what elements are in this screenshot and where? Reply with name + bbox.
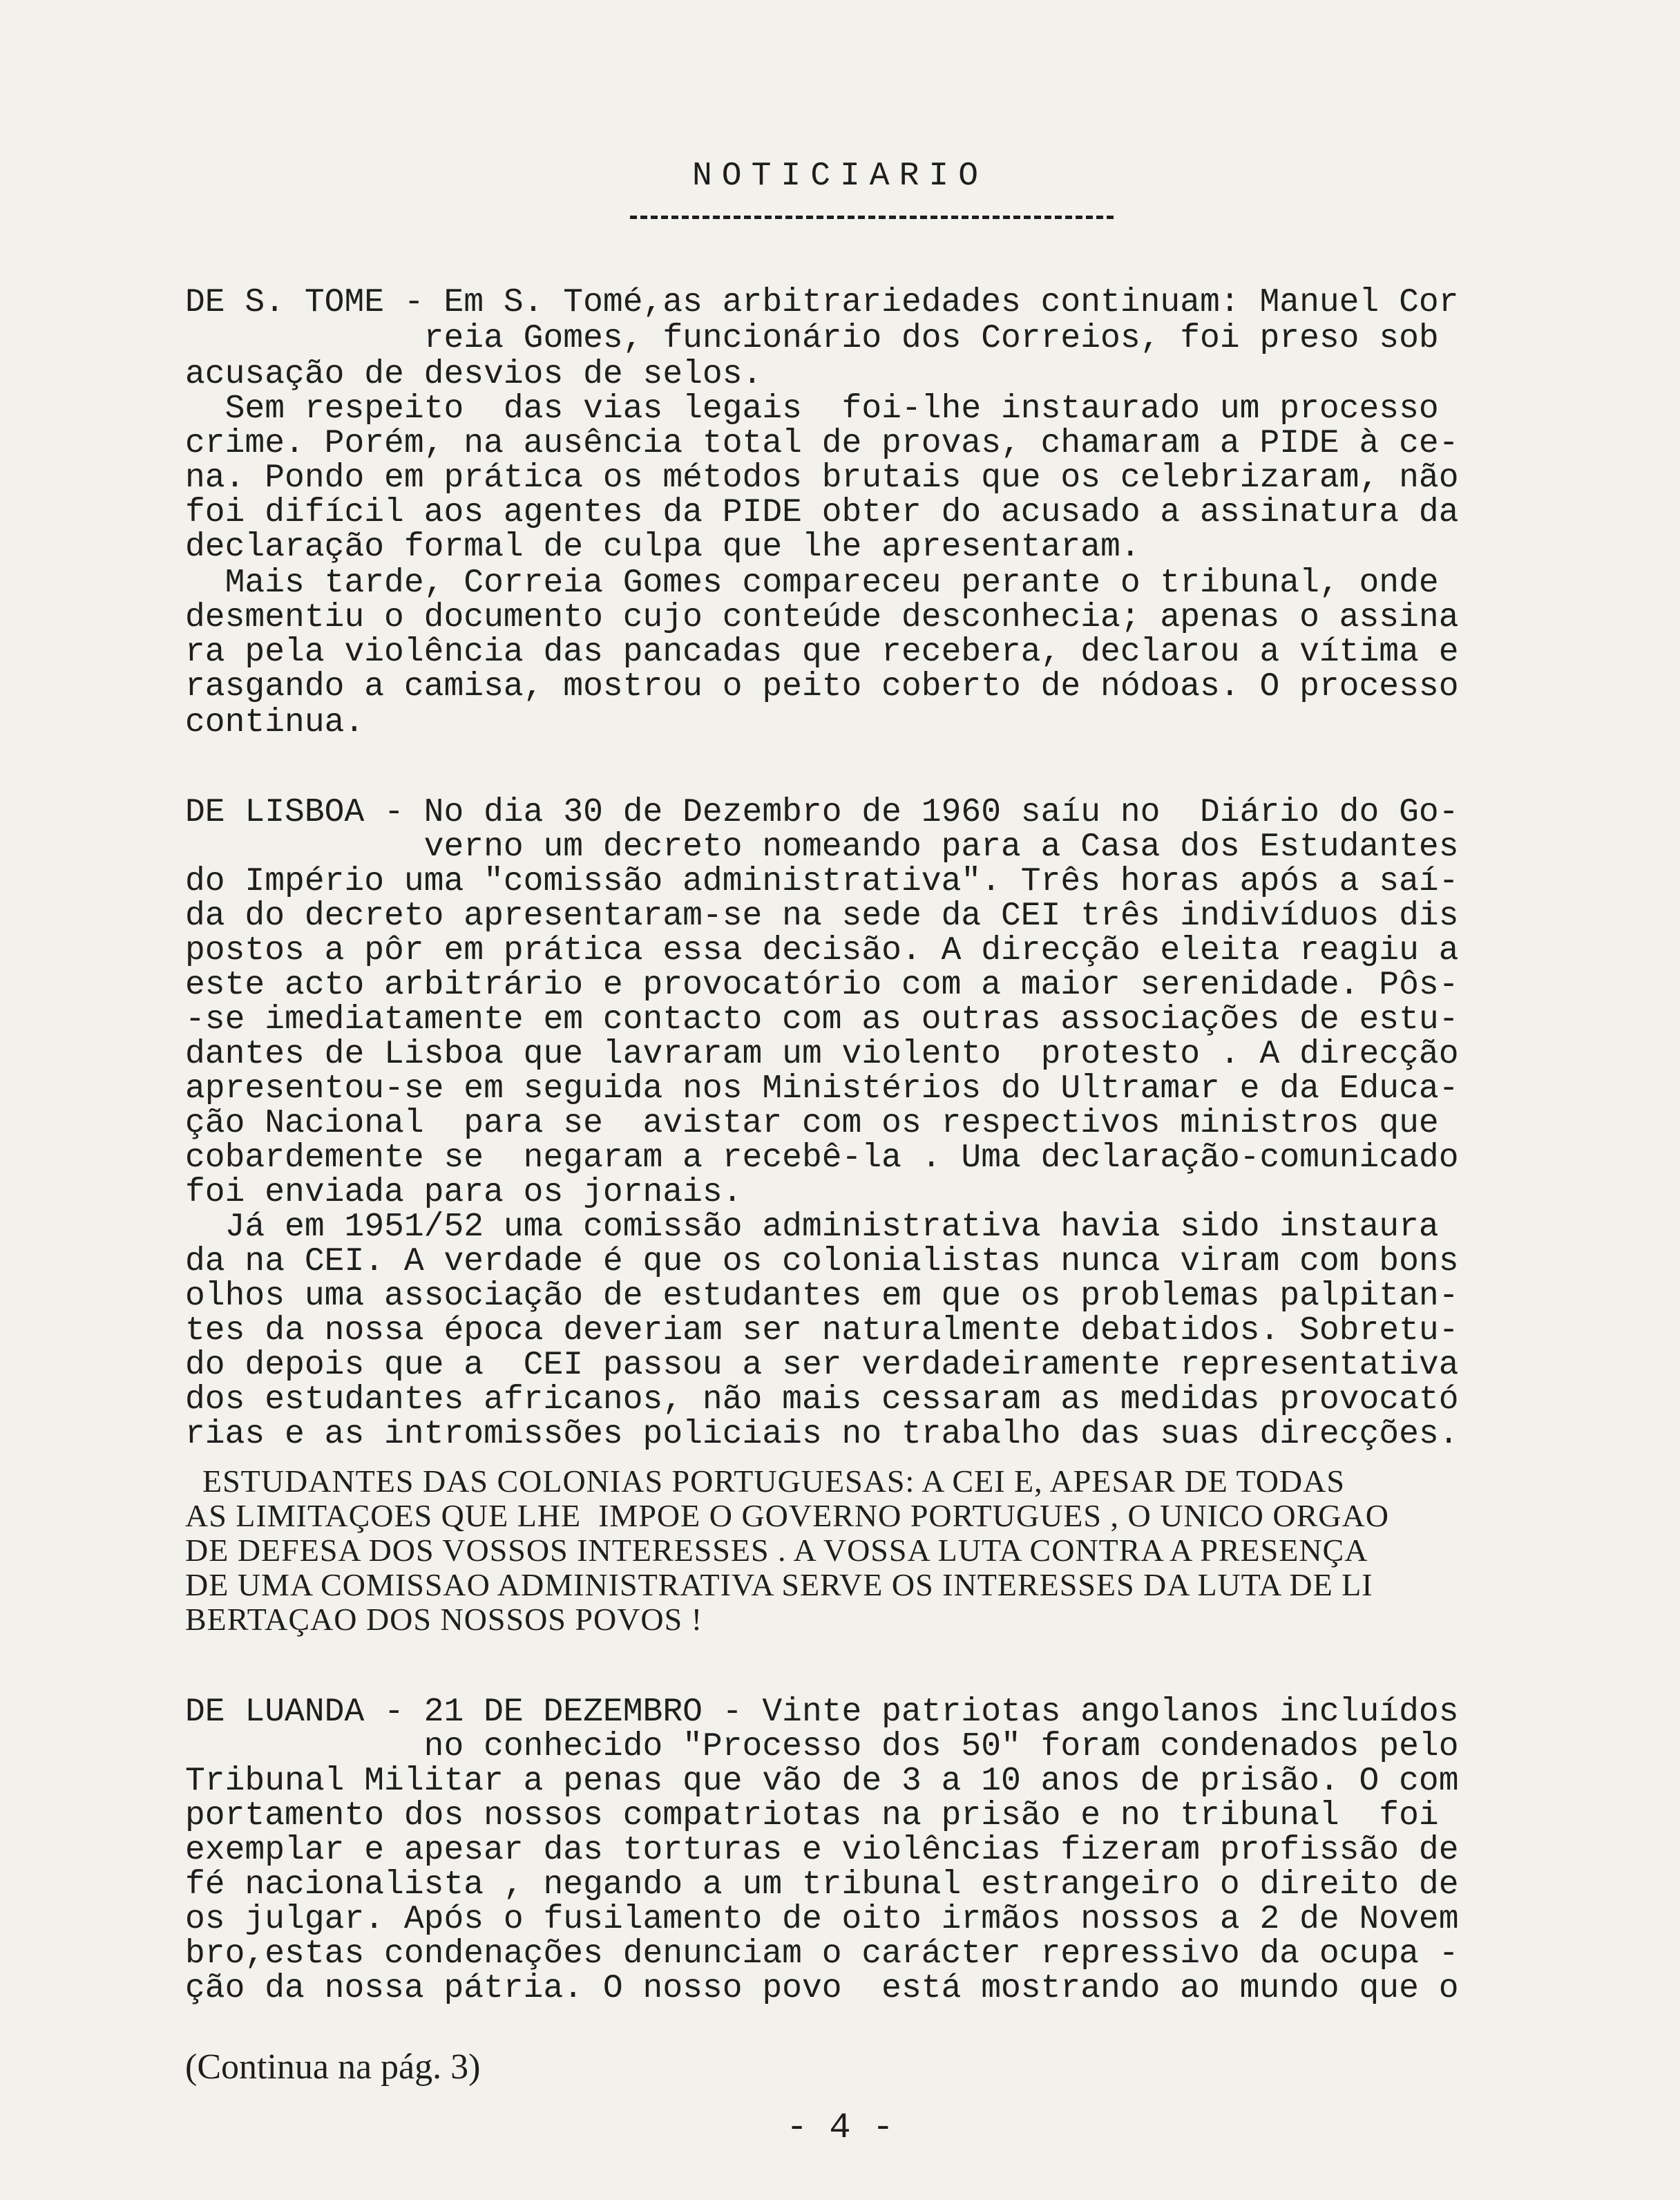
text-line: ESTUDANTES DAS COLONIAS PORTUGUESAS: A CEI E, APESAR DE TODAS bbox=[185, 1463, 1345, 1499]
text-line: apresentou-se em seguida nos Ministérios do Ultramar e da Educa- bbox=[185, 1070, 1459, 1108]
text-line: acusação de desvios de selos. bbox=[185, 356, 763, 393]
text-line: rias e as intromissões policiais no trabalho das suas direcções. bbox=[185, 1416, 1459, 1453]
text-line: rasgando a camisa, mostrou o peito coberto de nódoas. O processo bbox=[185, 668, 1459, 705]
text-line: DE LISBOA - No dia 30 de Dezembro de 1960 saíu no Diário do Go- bbox=[185, 794, 1459, 831]
text-line: Sem respeito das vias legais foi-lhe instaurado um processo bbox=[185, 390, 1439, 428]
text-line: foi difícil aos agentes da PIDE obter do acusado a assinatura da bbox=[185, 494, 1459, 531]
text-line: do Império uma "comissão administrativa". Três horas após a saí- bbox=[185, 863, 1459, 900]
text-line: no conhecido "Processo dos 50" foram condenados pelo bbox=[185, 1728, 1459, 1765]
page-number: - 4 - bbox=[785, 2107, 895, 2148]
text-line: os julgar. Após o fusilamento de oito irmãos nossos a 2 de Novem bbox=[185, 1901, 1459, 1938]
text-line: bro,estas condenações denunciam o carácter repressivo da ocupa - bbox=[185, 1935, 1459, 1973]
text-line: declaração formal de culpa que lhe apresentaram. bbox=[185, 529, 1140, 566]
text-line: DE LUANDA - 21 DE DEZEMBRO - Vinte patriotas angolanos incluídos bbox=[185, 1694, 1459, 1731]
text-line: este acto arbitrário e provocatório com a maior serenidade. Pôs- bbox=[185, 967, 1459, 1004]
text-line: continua. bbox=[185, 704, 365, 741]
text-line: -se imediatamente em contacto com as outras associações de estu- bbox=[185, 1001, 1459, 1039]
text-line: DE UMA COMISSAO ADMINISTRATIVA SERVE OS INTERESSES DA LUTA DE LI bbox=[185, 1567, 1373, 1602]
text-line: desmentiu o documento cujo conteúde desconhecia; apenas o assina bbox=[185, 599, 1459, 636]
text-line: ra pela violência das pancadas que recebera, declarou a vítima e bbox=[185, 634, 1459, 671]
text-line: Já em 1951/52 uma comissão administrativa havia sido instaura bbox=[185, 1208, 1439, 1246]
text-line: BERTAÇAO DOS NOSSOS POVOS ! bbox=[185, 1602, 703, 1637]
text-line: verno um decreto nomeando para a Casa dos Estudantes bbox=[185, 828, 1459, 866]
text-line: tes da nossa época deveriam ser naturalmente debatidos. Sobretu- bbox=[185, 1312, 1459, 1349]
text-line: DE DEFESA DOS VOSSOS INTERESSES . A VOSSA LUTA CONTRA A PRESENÇA bbox=[185, 1533, 1368, 1568]
text-line: fé nacionalista , negando a um tribunal estrangeiro o direito de bbox=[185, 1866, 1459, 1904]
text-line: na. Pondo em prática os métodos brutais que os celebrizaram, não bbox=[185, 459, 1459, 497]
text-line: reia Gomes, funcionário dos Correios, foi preso sob bbox=[185, 320, 1439, 357]
text-line: foi enviada para os jornais. bbox=[185, 1174, 743, 1211]
text-line: AS LIMITAÇOES QUE LHE IMPOE O GOVERNO PORTUGUES , O UNICO ORGAO bbox=[185, 1498, 1389, 1533]
text-line: olhos uma associação de estudantes em que os problemas palpitan- bbox=[185, 1278, 1459, 1315]
text-line: portamento dos nossos compatriotas na prisão e no tribunal foi bbox=[185, 1797, 1439, 1834]
text-line: crime. Porém, na ausência total de provas, chamaram a PIDE à ce- bbox=[185, 425, 1459, 462]
text-line: ção da nossa pátria. O nosso povo está mostrando ao mundo que o bbox=[185, 1970, 1459, 2007]
text-line: Mais tarde, Correia Gomes compareceu perante o tribunal, onde bbox=[185, 565, 1439, 602]
title-underline bbox=[630, 216, 1114, 219]
text-line: ção Nacional para se avistar com os respectivos ministros que bbox=[185, 1105, 1439, 1142]
text-line: exemplar e apesar das torturas e violências fizeram profissão de bbox=[185, 1832, 1459, 1869]
text-line: do depois que a CEI passou a ser verdadeiramente representativa bbox=[185, 1347, 1459, 1384]
page-title: NOTICIARIO bbox=[691, 158, 989, 195]
text-line: DE S. TOME - Em S. Tomé,as arbitrariedades continuam: Manuel Cor bbox=[185, 284, 1459, 321]
text-line: postos a pôr em prática essa decisão. A direcção eleita reagiu a bbox=[185, 932, 1459, 969]
continuation-note: (Continua na pág. 3) bbox=[185, 2047, 481, 2087]
text-line: Tribunal Militar a penas que vão de 3 a 10 anos de prisão. O com bbox=[185, 1763, 1459, 1800]
text-line: dantes de Lisboa que lavraram um violento protesto . A direcção bbox=[185, 1036, 1459, 1073]
text-line: cobardemente se negaram a recebê-la . Uma declaração-comunicado bbox=[185, 1139, 1459, 1177]
text-line: da na CEI. A verdade é que os colonialistas nunca viram com bons bbox=[185, 1243, 1459, 1280]
text-line: da do decreto apresentaram-se na sede da CEI três indivíduos dis bbox=[185, 898, 1459, 935]
text-line: dos estudantes africanos, não mais cessaram as medidas provocató bbox=[185, 1381, 1459, 1419]
